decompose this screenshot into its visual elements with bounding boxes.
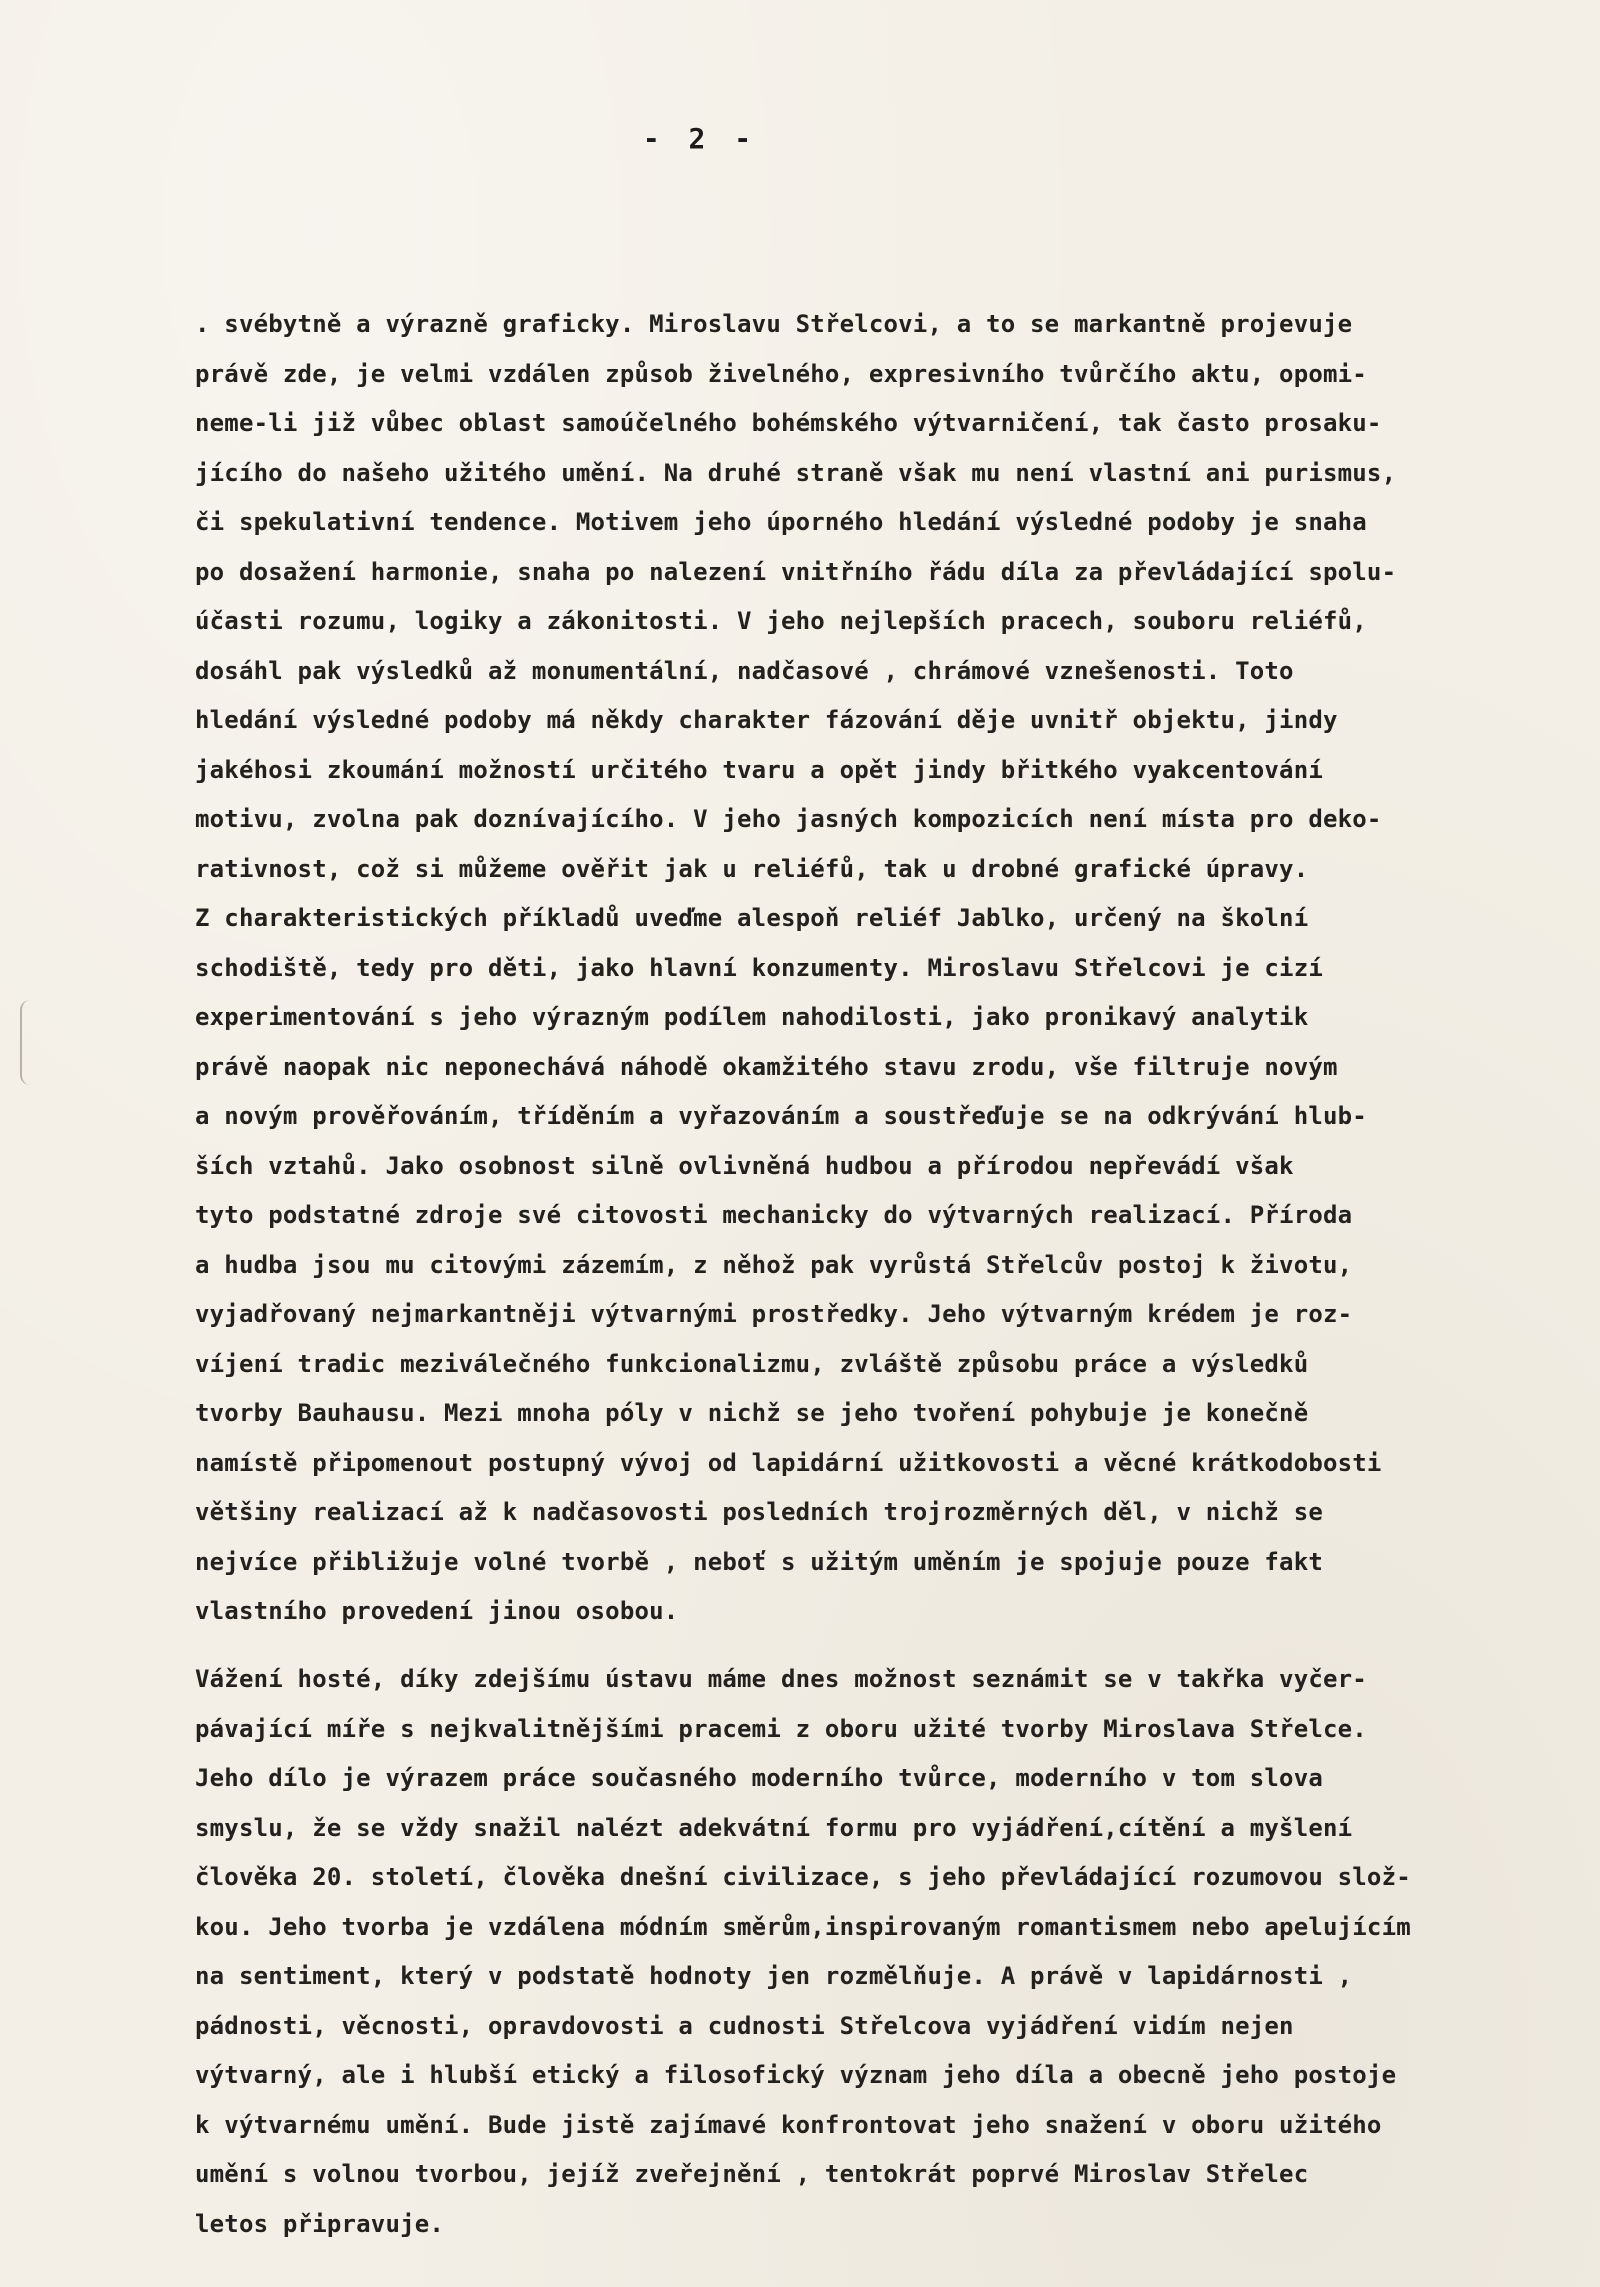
text-line: . svébytně a výrazně graficky. Miroslavu Střelcovi, a to se markantně projevuje — [195, 310, 1353, 338]
text-line: účasti rozumu, logiky a zákonitosti. V jeho nejlepších pracech, souboru reliéfů, — [195, 607, 1367, 635]
paragraph-1 — [195, 300, 1525, 1637]
text-line: po dosažení harmonie, snaha po nalezení vnitřního řádu díla za převládající spolu- — [195, 557, 1397, 586]
text-line: hledání výsledné podoby má někdy charakter fázování děje uvnitř objektu, jindy — [195, 706, 1338, 734]
text-line: pávající míře s nejkvalitnějšími pracemi z oboru užité tvorby Miroslava Střelce. — [195, 1714, 1367, 1743]
text-line: výtvarný, ale i hlubší etický a filosofický význam jeho díla a obecně jeho postoje — [195, 2061, 1397, 2089]
text-line: a hudba jsou mu citovými zázemím, z něhož pak vyrůstá Střelcův postoj k životu, — [195, 1250, 1353, 1279]
text-line: Jeho dílo je výrazem práce současného moderního tvůrce, moderního v tom slova — [195, 1764, 1323, 1792]
text-line: právě zde, je velmi vzdálen způsob živelného, expresivního tvůrčího aktu, opomi- — [195, 359, 1367, 388]
text-line: víjení tradic meziválečného funkcionalizmu, zvláště způsobu práce a výsledků — [195, 1349, 1309, 1378]
text-line: většiny realizací až k nadčasovosti posledních trojrozměrných děl, v nichž se — [195, 1498, 1323, 1526]
text-line: tyto podstatné zdroje své citovosti mechanicky do výtvarných realizací. Příroda — [195, 1201, 1353, 1229]
text-line: jakéhosi zkoumání možností určitého tvaru a opět jindy břitkého vyakcentování — [195, 755, 1323, 784]
text-line: schodiště, tedy pro děti, jako hlavní konzumenty. Miroslavu Střelcovi je cizí — [195, 953, 1323, 982]
text-line: umění s volnou tvorbou, jejíž zveřejnění , tentokrát poprvé Miroslav Střelec — [195, 2160, 1309, 2188]
text-line: tvorby Bauhausu. Mezi mnoha póly v nichž se jeho tvoření pohybuje je konečně — [195, 1399, 1309, 1427]
text-line: dosáhl pak výsledků až monumentální, nadčasové , chrámové vznešenosti. Toto — [195, 656, 1294, 685]
text-line: a novým prověřováním, tříděním a vyřazováním a soustřeďuje se na odkrývání hlub- — [195, 1102, 1367, 1130]
text-line: rativnost, což si můžeme ověřit jak u reliéfů, tak u drobné grafické úpravy. — [195, 854, 1309, 883]
margin-pencil-mark — [20, 1000, 30, 1085]
text-line: experimentování s jeho výrazným podílem nahodilosti, jako pronikavý analytik — [195, 1003, 1309, 1031]
text-line: ších vztahů. Jako osobnost silně ovlivněná hudbou a přírodou nepřevádí však — [195, 1151, 1294, 1180]
text-line: vlastního provedení jinou osobou. — [195, 1597, 679, 1625]
text-line: Vážení hosté, díky zdejšímu ústavu máme dnes možnost seznámit se v takřka vyčer- — [195, 1665, 1367, 1693]
text-line: motivu, zvolna pak doznívajícího. V jeho jasných kompozicích není místa pro deko- — [195, 805, 1382, 833]
text-line: k výtvarnému umění. Bude jistě zajímavé konfrontovat jeho snažení v oboru užitého — [195, 2110, 1382, 2139]
page-number: - 2 - — [642, 122, 758, 155]
text-line: neme-li již vůbec oblast samoúčelného bohémského výtvarničení, tak často prosaku- — [195, 409, 1382, 437]
text-line: vyjadřovaný nejmarkantněji výtvarnými prostředky. Jeho výtvarným krédem je roz- — [195, 1300, 1353, 1328]
text-line: nejvíce přibližuje volné tvorbě , neboť s užitým uměním je spojuje pouze fakt — [195, 1547, 1323, 1576]
text-line: letos připravuje. — [195, 2209, 445, 2238]
text-line: právě naopak nic neponechává náhodě okamžitého stavu zrodu, vše filtruje novým — [195, 1052, 1338, 1081]
text-line: kou. Jeho tvorba je vzdálena módním směrům,inspirovaným romantismem nebo apelujícím — [195, 1912, 1411, 1941]
text-line: pádnosti, věcnosti, opravdovosti a cudnosti Střelcova vyjádření vidím nejen — [195, 2011, 1294, 2040]
text-line: Z charakteristických příkladů uveďme alespoň reliéf Jablko, určený na školní — [195, 904, 1309, 932]
text-line: namístě připomenout postupný vývoj od lapidární užitkovosti a věcné krátkodobosti — [195, 1448, 1382, 1477]
text-line: člověka 20. století, člověka dnešní civilizace, s jeho převládající rozumovou slož- — [195, 1863, 1411, 1891]
text-line: smyslu, že se vždy snažil nalézt adekvátní formu pro vyjádření,cítění a myšlení — [195, 1813, 1353, 1842]
text-line: na sentiment, který v podstatě hodnoty jen rozmělňuje. A právě v lapidárnosti , — [195, 1962, 1353, 1990]
text-line: či spekulativní tendence. Motivem jeho úporného hledání výsledné podoby je snaha — [195, 508, 1367, 536]
text-line: jícího do našeho užitého umění. Na druhé straně však mu není vlastní ani purismus, — [195, 458, 1397, 487]
paragraph-2 — [195, 1655, 1525, 2249]
